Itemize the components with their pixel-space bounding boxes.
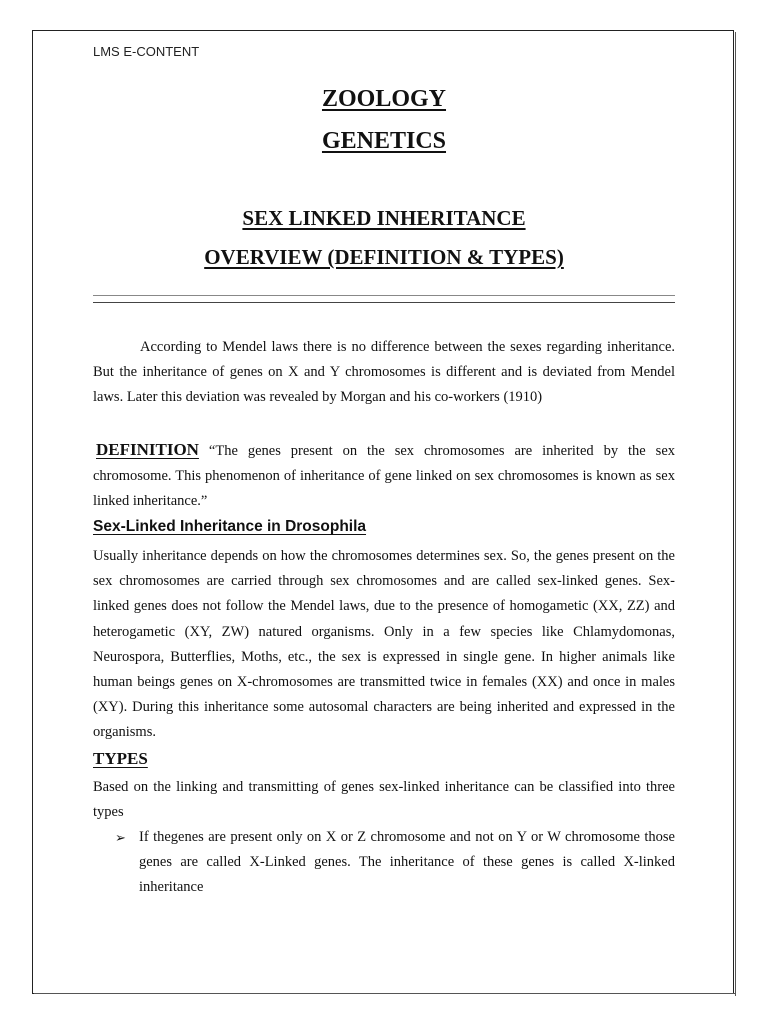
subject-title: ZOOLOGY: [321, 86, 447, 112]
types-paragraph: Based on the linking and transmitting of genes sex-linked inheritance can be classified into three types: [93, 779, 675, 821]
arrow-bullet-icon: ➢: [115, 830, 126, 845]
page-border-shadow-bottom: [34, 993, 736, 996]
page-header: LMS E-CONTENT: [93, 44, 200, 59]
course-title: GENETICS: [321, 128, 447, 154]
topic-title: SEX LINKED INHERITANCE: [242, 206, 526, 230]
title-divider-top: [93, 295, 675, 296]
title-divider-bottom: [93, 302, 675, 303]
page-border-shadow-right: [735, 32, 737, 996]
list-item-text: If thegenes are present only on X or Z chromosome and not on Y or W chromosome those genes are called X-Linked genes. The inheritance of these genes is called X-linked inheritance: [139, 829, 675, 896]
definition-paragraph: [93, 437, 675, 515]
drosophila-paragraph: Usually inheritance depends on how the chromosomes determines sex. So, the genes present on the sex chromosomes are carried through sex chromosomes and are called sex-linked genes. Sex- linked genes does not follow the Mendel laws, due to the presence of homogametic (XX, ZZ) and heterogametic (XY, ZW) natured organisms. Only in a few species like Chlamydomonas, Neurospora, Butterflies, Moths, etc., the sex is expressed in single gene. In higher animals like human beings genes on X-chromosomes are transmitted twice in females (XX) and once in males (XY). During this inheritance some autosomal characters are being inherited and expressed in the organisms.: [93, 548, 675, 741]
intro-paragraph: According to Mendel laws there is no difference between the sexes regarding inheritance. But the inheritance of genes on X and Y chromosomes is different and is deviated from Mendel laws. Later this deviation was revealed by Morgan and his co-workers (1910): [93, 339, 675, 406]
types-heading: TYPES: [93, 749, 148, 768]
subtopic-title: OVERVIEW (DEFINITION & TYPES): [204, 245, 564, 269]
list-item: [115, 825, 675, 901]
definition-text: “The genes present on the sex chromosomes are inherited by the sex chromosome. This phenomenon of inheritance of gene linked on sex chromosomes is known as sex linked inheritance.”: [93, 443, 676, 510]
drosophila-heading: Sex-Linked Inheritance in Drosophila: [93, 518, 367, 535]
definition-label: DEFINITION: [96, 440, 199, 459]
